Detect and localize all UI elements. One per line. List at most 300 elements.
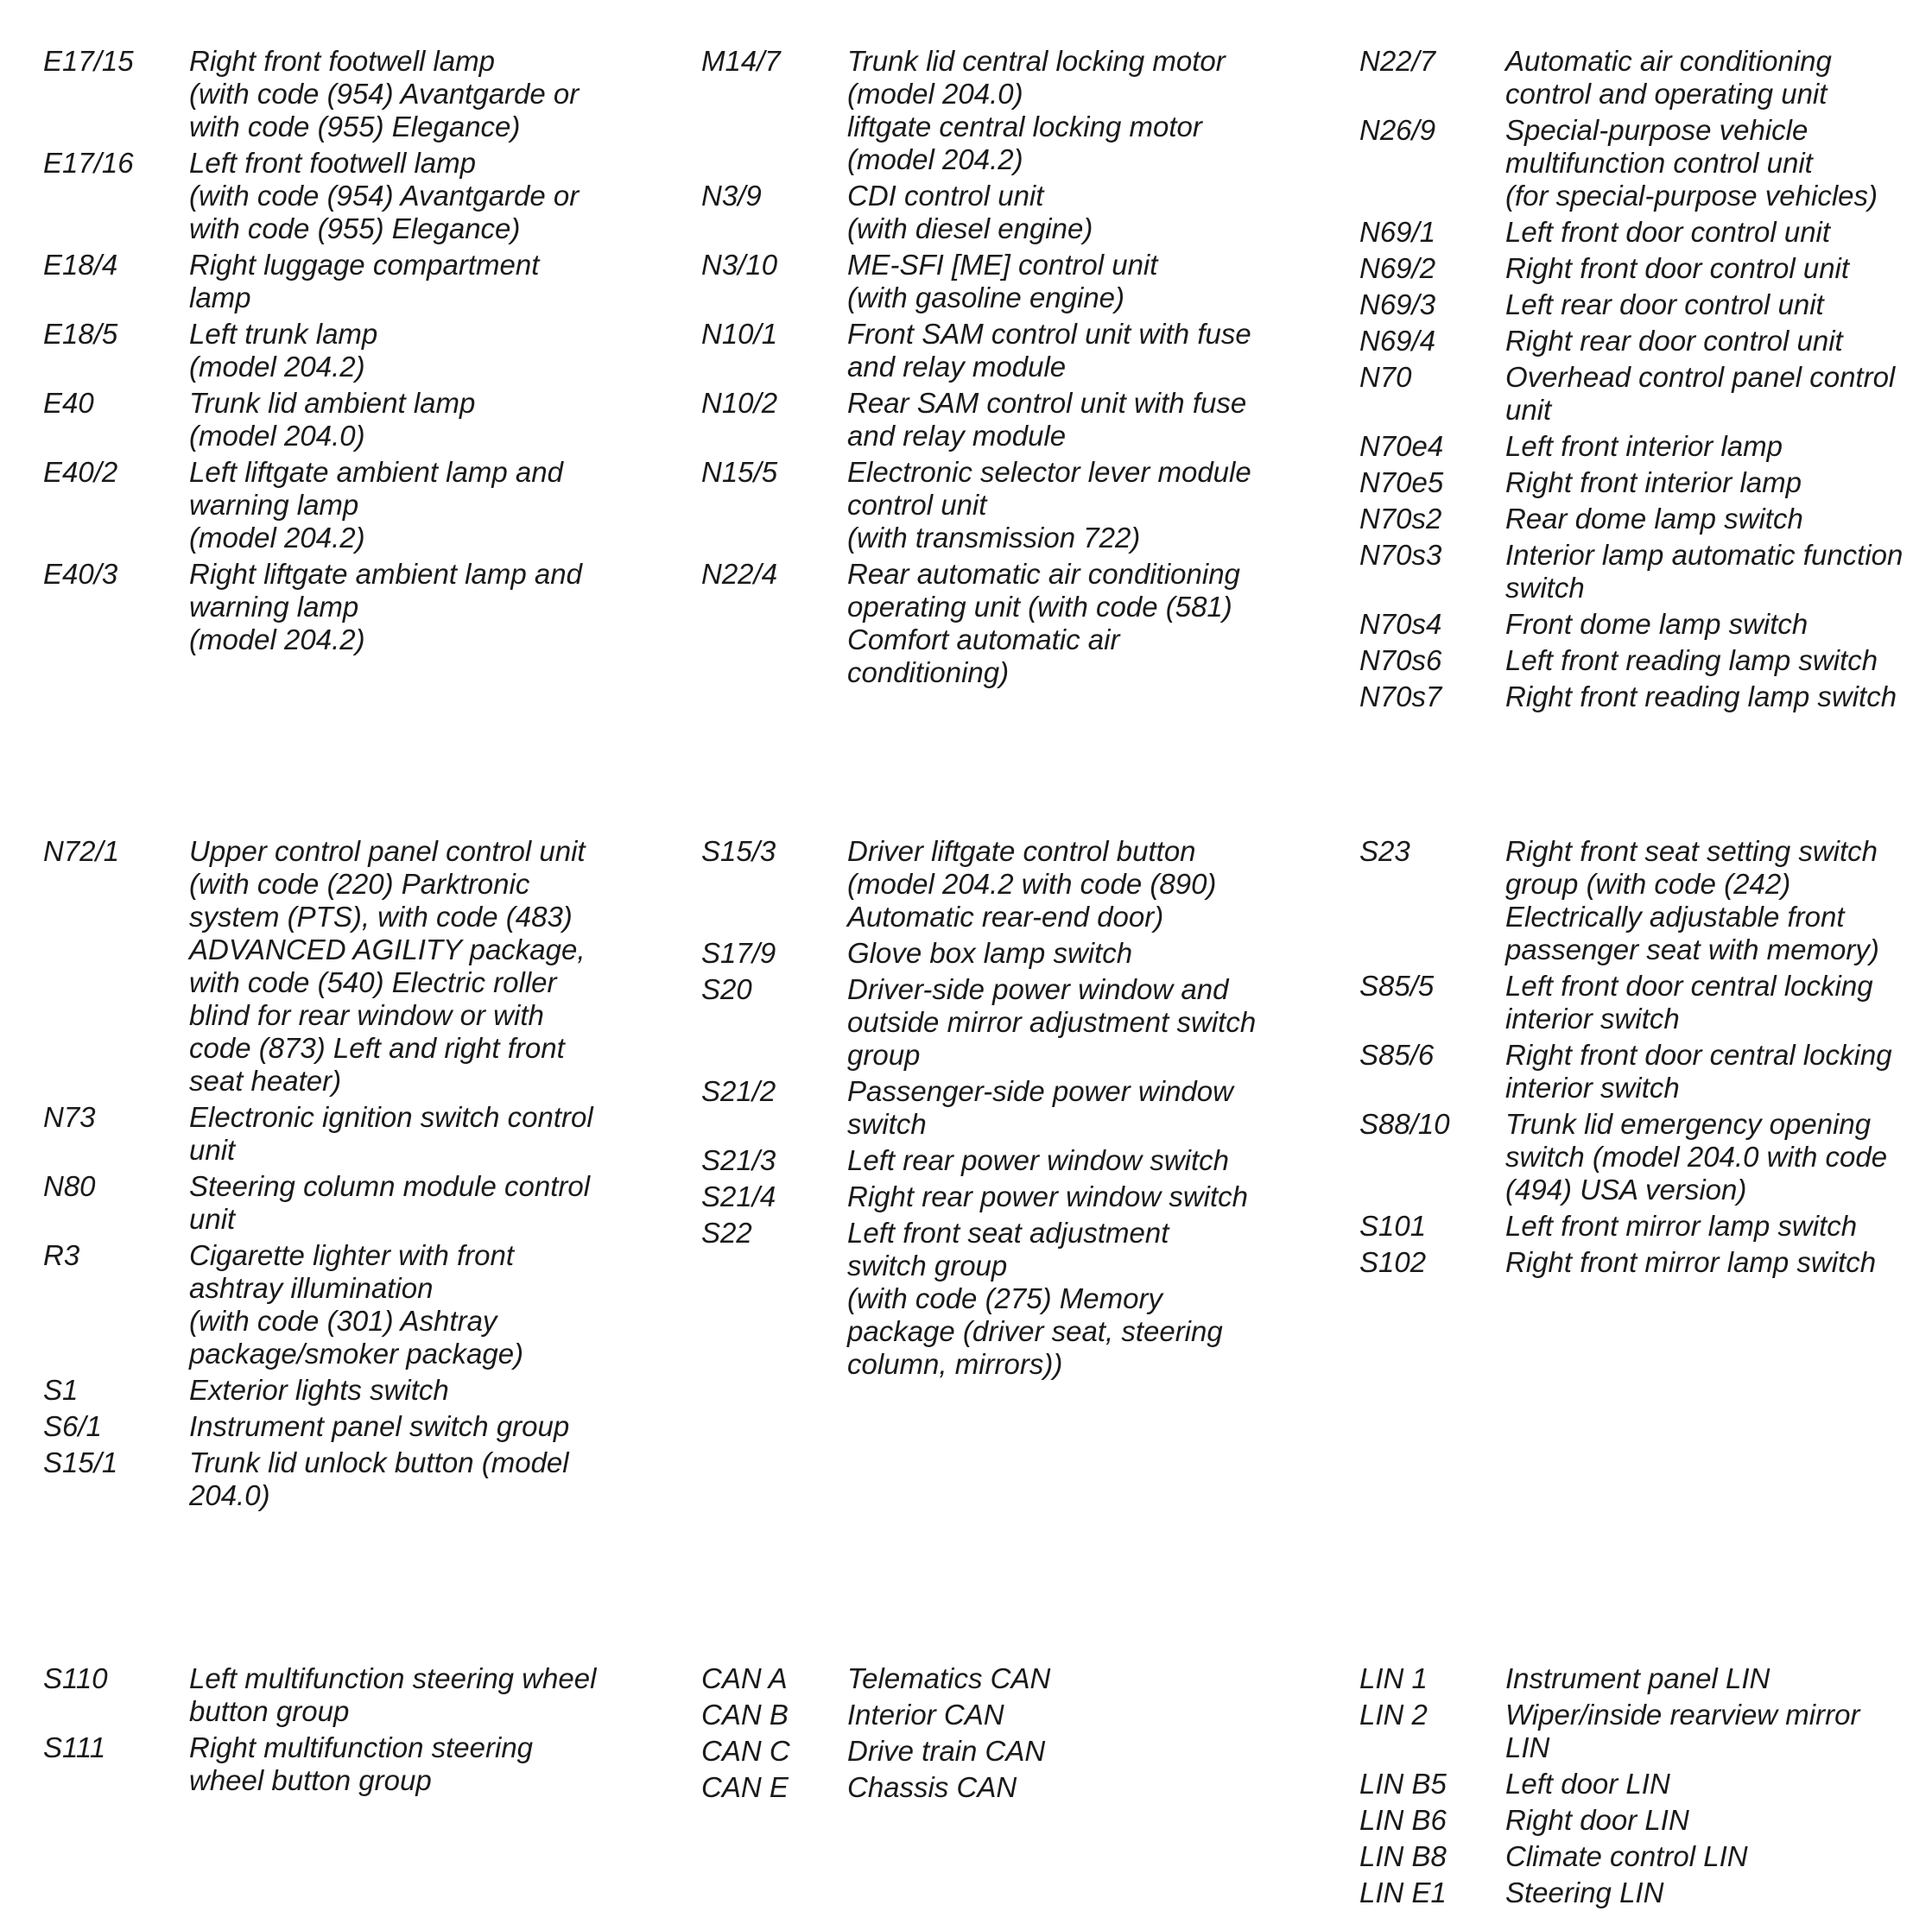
description-line: Passenger-side power window (847, 1075, 1233, 1107)
legend-entry (1359, 216, 1932, 249)
component-code: N69/3 (1359, 288, 1436, 320)
component-description (847, 45, 1306, 176)
legend-entry (701, 45, 1306, 176)
legend-entry (43, 1101, 648, 1167)
component-code: N70s2 (1359, 503, 1442, 535)
component-description (1505, 680, 1932, 713)
component-code: N22/7 (1359, 45, 1436, 77)
component-description (847, 1180, 1306, 1213)
legend-entry (43, 1446, 648, 1512)
legend-entry (701, 558, 1306, 689)
legend-entry (43, 456, 648, 554)
legend-column (1359, 45, 1932, 717)
component-code: N72/1 (43, 835, 120, 867)
description-line: Left multifunction steering wheel (189, 1662, 597, 1694)
component-code: S20 (701, 973, 752, 1005)
component-code: N70e4 (1359, 430, 1444, 462)
legend-entry (701, 1075, 1306, 1141)
component-code: N3/9 (701, 180, 762, 212)
component-description (847, 318, 1306, 383)
legend-entry (43, 1374, 648, 1407)
legend-entry (701, 456, 1306, 554)
description-line: (with code (220) Parktronic (189, 868, 530, 900)
description-line: Left front seat adjustment (847, 1217, 1169, 1249)
description-line: Drive train CAN (847, 1735, 1046, 1767)
component-code: LIN 1 (1359, 1662, 1428, 1694)
description-line: with code (540) Electric roller (189, 966, 557, 998)
description-line: Interior CAN (847, 1699, 1004, 1731)
component-description (1505, 503, 1932, 535)
legend-entry (1359, 1108, 1932, 1206)
description-line: (with transmission 722) (847, 522, 1141, 554)
component-description (1505, 539, 1932, 604)
description-line: ME-SFI [ME] control unit (847, 249, 1158, 281)
component-code: N10/1 (701, 318, 778, 350)
legend-column (1359, 835, 1932, 1282)
component-description (189, 1410, 648, 1443)
description-line: switch (847, 1108, 927, 1140)
legend-entry (701, 937, 1306, 970)
description-line: Interior lamp automatic function (1505, 539, 1903, 571)
legend-entry (1359, 1662, 1932, 1695)
description-line: Trunk lid emergency opening (1505, 1108, 1872, 1140)
component-description (189, 1170, 648, 1236)
component-description (1505, 114, 1932, 212)
description-line: (model 204.0) (189, 420, 365, 452)
legend-entry (1359, 1804, 1932, 1837)
description-line: Wiper/inside rearview mirror (1505, 1699, 1860, 1731)
component-description (847, 387, 1306, 453)
description-line: Left door LIN (1505, 1768, 1670, 1800)
description-line: (model 204.2 with code (890) (847, 868, 1217, 900)
component-code: E40 (43, 387, 94, 419)
legend-entry (1359, 114, 1932, 212)
component-code: N70 (1359, 361, 1412, 393)
description-line: control and operating unit (1505, 78, 1827, 110)
description-line: Right rear door control unit (1505, 325, 1843, 357)
component-code: M14/7 (701, 45, 781, 77)
description-line: Rear automatic air conditioning (847, 558, 1240, 590)
component-code: S85/5 (1359, 970, 1435, 1002)
legend-entry (43, 147, 648, 245)
description-line: Glove box lamp switch (847, 937, 1133, 969)
component-code: E17/15 (43, 45, 134, 77)
description-line: unit (189, 1134, 236, 1166)
component-description (1505, 644, 1932, 677)
component-description (1505, 216, 1932, 249)
description-line: unit (1505, 394, 1552, 426)
description-line: Right liftgate ambient lamp and (189, 558, 582, 590)
component-code: S21/2 (701, 1075, 776, 1107)
component-description (1505, 608, 1932, 641)
legend-entry (43, 1731, 648, 1797)
description-line: Automatic air conditioning (1505, 45, 1832, 77)
description-line: Right luggage compartment (189, 249, 540, 281)
description-line: Trunk lid unlock button (model (189, 1446, 569, 1478)
component-description (189, 1446, 648, 1512)
description-line: Right rear power window switch (847, 1180, 1249, 1212)
component-description (847, 1771, 1306, 1804)
component-code: N70e5 (1359, 466, 1444, 498)
description-line: Special-purpose vehicle (1505, 114, 1808, 146)
description-line: Right front door control unit (1505, 252, 1850, 284)
description-line: seat heater) (189, 1065, 342, 1097)
description-line: Driver-side power window and (847, 973, 1229, 1005)
description-line: ashtray illumination (189, 1272, 434, 1304)
description-line: Electronic selector lever module (847, 456, 1251, 488)
component-description (1505, 288, 1932, 321)
component-description (847, 1217, 1306, 1381)
description-line: Right front seat setting switch (1505, 835, 1878, 867)
component-code: LIN 2 (1359, 1699, 1428, 1731)
description-line: unit (189, 1203, 236, 1235)
component-code: S111 (43, 1731, 106, 1763)
component-code: E18/4 (43, 249, 118, 281)
component-description (847, 835, 1306, 934)
description-line: (model 204.0) (847, 78, 1023, 110)
description-line: Steering LIN (1505, 1877, 1664, 1908)
component-code: N70s6 (1359, 644, 1442, 676)
component-description (1505, 466, 1932, 499)
description-line: (with code (301) Ashtray (189, 1305, 497, 1337)
component-code: S23 (1359, 835, 1410, 867)
component-code: N70s3 (1359, 539, 1442, 571)
legend-column (43, 1662, 648, 1801)
component-description (189, 1101, 648, 1167)
component-description (847, 249, 1306, 314)
component-code: S15/1 (43, 1446, 118, 1478)
legend-entry (701, 1662, 1306, 1695)
component-description (847, 1735, 1306, 1768)
legend-entry (701, 1180, 1306, 1213)
legend-entry (1359, 644, 1932, 677)
legend-entry (43, 1662, 648, 1728)
legend-entry (43, 1239, 648, 1370)
component-code: N69/4 (1359, 325, 1436, 357)
component-code: E40/2 (43, 456, 118, 488)
legend-entry (701, 1699, 1306, 1731)
description-line: lamp (189, 282, 251, 313)
component-code: R3 (43, 1239, 80, 1271)
legend-entry (43, 835, 648, 1098)
component-code: N69/2 (1359, 252, 1436, 284)
description-line: group (847, 1039, 921, 1071)
component-description (847, 180, 1306, 245)
component-code: N3/10 (701, 249, 778, 281)
description-line: Instrument panel LIN (1505, 1662, 1770, 1694)
legend-column (43, 45, 648, 660)
component-description (189, 558, 648, 656)
component-description (1505, 1210, 1932, 1243)
component-code: CAN C (701, 1735, 790, 1767)
description-line: and relay module (847, 420, 1067, 452)
component-code: CAN B (701, 1699, 789, 1731)
component-code: S101 (1359, 1210, 1427, 1242)
description-line: Automatic rear-end door) (847, 901, 1164, 933)
component-code: E18/5 (43, 318, 118, 350)
legend-entry (1359, 430, 1932, 463)
legend-entry (43, 1410, 648, 1443)
component-code: N15/5 (701, 456, 778, 488)
component-description (1505, 1840, 1932, 1873)
description-line: ADVANCED AGILITY package, (189, 934, 586, 965)
description-line: control unit (847, 489, 987, 521)
description-line: Cigarette lighter with front (189, 1239, 515, 1271)
component-description (189, 456, 648, 554)
component-code: E40/3 (43, 558, 118, 590)
description-line: system (PTS), with code (483) (189, 901, 573, 933)
description-line: button group (189, 1695, 350, 1727)
component-description (847, 1075, 1306, 1141)
description-line: CDI control unit (847, 180, 1044, 212)
component-description (847, 1144, 1306, 1177)
description-line: switch group (847, 1250, 1008, 1282)
component-code: CAN A (701, 1662, 788, 1694)
component-code: S1 (43, 1374, 79, 1406)
component-code: N70s4 (1359, 608, 1442, 640)
legend-entry (1359, 288, 1932, 321)
description-line: warning lamp (189, 591, 359, 623)
legend-entry (1359, 252, 1932, 285)
description-line: Overhead control panel control (1505, 361, 1896, 393)
description-line: Front SAM control unit with fuse (847, 318, 1251, 350)
legend-entry (43, 249, 648, 314)
description-line: and relay module (847, 351, 1067, 383)
description-line: Right front door central locking (1505, 1039, 1892, 1071)
description-line: Electronic ignition switch control (189, 1101, 593, 1133)
component-code: N70s7 (1359, 680, 1442, 712)
component-code: N73 (43, 1101, 96, 1133)
description-line: Left rear power window switch (847, 1144, 1230, 1176)
description-line: Right multifunction steering (189, 1731, 534, 1763)
component-description (847, 973, 1306, 1072)
component-description (847, 456, 1306, 554)
description-line: Left front door control unit (1505, 216, 1831, 248)
legend-entry (43, 45, 648, 143)
component-description (1505, 1108, 1932, 1206)
legend-entry (701, 1217, 1306, 1381)
component-description (1505, 1039, 1932, 1104)
component-description (1505, 1699, 1932, 1764)
description-line: Climate control LIN (1505, 1840, 1748, 1872)
legend-entry (43, 558, 648, 656)
legend-entry (1359, 680, 1932, 713)
legend-entry (1359, 608, 1932, 641)
description-line: multifunction control unit (1505, 147, 1813, 179)
component-description (189, 1374, 648, 1407)
component-code: S88/10 (1359, 1108, 1450, 1140)
component-description (1505, 252, 1932, 285)
description-line: operating unit (with code (581) (847, 591, 1232, 623)
description-line: (model 204.2) (189, 623, 365, 655)
legend-entry (1359, 539, 1932, 604)
description-line: package (driver seat, steering (847, 1315, 1223, 1347)
component-description (1505, 361, 1932, 427)
legend-entry (1359, 1877, 1932, 1909)
component-code: S21/3 (701, 1144, 776, 1176)
description-line: Instrument panel switch group (189, 1410, 570, 1442)
description-line: warning lamp (189, 489, 359, 521)
legend-entry (701, 180, 1306, 245)
component-description (1505, 430, 1932, 463)
legend-entry (701, 835, 1306, 934)
component-description (189, 45, 648, 143)
description-line: (with code (954) Avantgarde or (189, 78, 580, 110)
component-code: N26/9 (1359, 114, 1436, 146)
legend-entry (1359, 1768, 1932, 1801)
legend-column (701, 45, 1306, 693)
component-description (847, 558, 1306, 689)
component-description (1505, 970, 1932, 1035)
legend-entry (701, 1735, 1306, 1768)
description-line: wheel button group (189, 1764, 432, 1796)
description-line: Left liftgate ambient lamp and (189, 456, 563, 488)
legend-column (1359, 1662, 1932, 1913)
legend-entry (1359, 1210, 1932, 1243)
description-line: blind for rear window or with (189, 999, 544, 1031)
description-line: outside mirror adjustment switch (847, 1006, 1257, 1038)
component-description (1505, 1877, 1932, 1909)
component-code: S21/4 (701, 1180, 776, 1212)
description-line: Left front door central locking (1505, 970, 1873, 1002)
component-description (1505, 325, 1932, 358)
component-code: N69/1 (1359, 216, 1436, 248)
description-line: Comfort automatic air (847, 623, 1120, 655)
description-line: Left rear door control unit (1505, 288, 1824, 320)
component-code: CAN E (701, 1771, 789, 1803)
component-description (1505, 1768, 1932, 1801)
component-code: S17/9 (701, 937, 776, 969)
description-line: Right door LIN (1505, 1804, 1689, 1836)
description-line: Left front interior lamp (1505, 430, 1783, 462)
description-line: Right front reading lamp switch (1505, 680, 1897, 712)
description-line: switch (model 204.0 with code (1505, 1141, 1888, 1173)
legend-entry (1359, 466, 1932, 499)
legend-entry (43, 318, 648, 383)
component-description (189, 835, 648, 1098)
description-line: package/smoker package) (189, 1338, 524, 1370)
component-code: S85/6 (1359, 1039, 1435, 1071)
component-code: LIN B6 (1359, 1804, 1447, 1836)
description-line: (with gasoline engine) (847, 282, 1125, 313)
component-description (189, 147, 648, 245)
description-line: Front dome lamp switch (1505, 608, 1808, 640)
component-description (189, 318, 648, 383)
description-line: group (with code (242) (1505, 868, 1791, 900)
description-line: Right front footwell lamp (189, 45, 495, 77)
component-description (189, 1662, 648, 1728)
description-line: Chassis CAN (847, 1771, 1017, 1803)
component-code: S6/1 (43, 1410, 102, 1442)
description-line: Electrically adjustable front (1505, 901, 1845, 933)
description-line: Steering column module control (189, 1170, 591, 1202)
description-line: conditioning) (847, 656, 1010, 688)
component-code: S102 (1359, 1246, 1427, 1278)
component-description (1505, 835, 1932, 966)
legend-entry (701, 318, 1306, 383)
description-line: (model 204.2) (847, 143, 1023, 175)
component-code: S110 (43, 1662, 108, 1694)
description-line: Right front interior lamp (1505, 466, 1802, 498)
legend-column (701, 835, 1306, 1384)
component-description (189, 249, 648, 314)
description-line: (494) USA version) (1505, 1174, 1747, 1206)
legend-entry (1359, 835, 1932, 966)
component-description (1505, 1246, 1932, 1279)
description-line: (with code (275) Memory (847, 1282, 1162, 1314)
description-line: (model 204.2) (189, 522, 365, 554)
component-description (189, 1239, 648, 1370)
component-description (847, 1699, 1306, 1731)
legend-entry (701, 1771, 1306, 1804)
description-line: switch (1505, 572, 1585, 604)
description-line: Rear SAM control unit with fuse (847, 387, 1247, 419)
description-line: (with code (954) Avantgarde or (189, 180, 580, 212)
description-line: LIN (1505, 1731, 1550, 1763)
component-description (1505, 1804, 1932, 1837)
description-line: Driver liftgate control button (847, 835, 1196, 867)
description-line: interior switch (1505, 1072, 1680, 1104)
description-line: code (873) Left and right front (189, 1032, 565, 1064)
component-description (847, 937, 1306, 970)
legend-entry (1359, 503, 1932, 535)
description-line: Trunk lid ambient lamp (189, 387, 476, 419)
legend-entry (1359, 1039, 1932, 1104)
description-line: with code (955) Elegance) (189, 111, 521, 142)
description-line: Right front mirror lamp switch (1505, 1246, 1877, 1278)
description-line: Rear dome lamp switch (1505, 503, 1803, 535)
component-description (847, 1662, 1306, 1695)
component-code: S15/3 (701, 835, 776, 867)
legend-entry (701, 387, 1306, 453)
legend-entry (1359, 1840, 1932, 1873)
description-line: 204.0) (189, 1479, 270, 1511)
component-description (189, 387, 648, 453)
description-line: (for special-purpose vehicles) (1505, 180, 1878, 212)
legend-entry (1359, 361, 1932, 427)
legend-column (43, 835, 648, 1516)
component-description (1505, 45, 1932, 111)
component-code: N80 (43, 1170, 96, 1202)
description-line: Left front footwell lamp (189, 147, 476, 179)
legend-entry (43, 387, 648, 453)
description-line: with code (955) Elegance) (189, 212, 521, 244)
description-line: (with diesel engine) (847, 212, 1093, 244)
description-line: Trunk lid central locking motor (847, 45, 1226, 77)
legend-column (701, 1662, 1306, 1807)
description-line: column, mirrors)) (847, 1348, 1063, 1380)
component-code: LIN B5 (1359, 1768, 1447, 1800)
description-line: (model 204.2) (189, 351, 365, 383)
legend-entry (1359, 325, 1932, 358)
component-description (1505, 1662, 1932, 1695)
description-line: interior switch (1505, 1003, 1680, 1035)
description-line: liftgate central locking motor (847, 111, 1202, 142)
legend-entry (701, 249, 1306, 314)
component-code: N10/2 (701, 387, 778, 419)
description-line: Left trunk lamp (189, 318, 378, 350)
legend-entry (701, 973, 1306, 1072)
legend-entry (43, 1170, 648, 1236)
component-code: LIN E1 (1359, 1877, 1447, 1908)
legend-entry (1359, 1699, 1932, 1764)
description-line: Left front reading lamp switch (1505, 644, 1878, 676)
component-code: LIN B8 (1359, 1840, 1447, 1872)
description-line: Left front mirror lamp switch (1505, 1210, 1858, 1242)
legend-entry (701, 1144, 1306, 1177)
component-code: S22 (701, 1217, 752, 1249)
legend-entry (1359, 45, 1932, 111)
